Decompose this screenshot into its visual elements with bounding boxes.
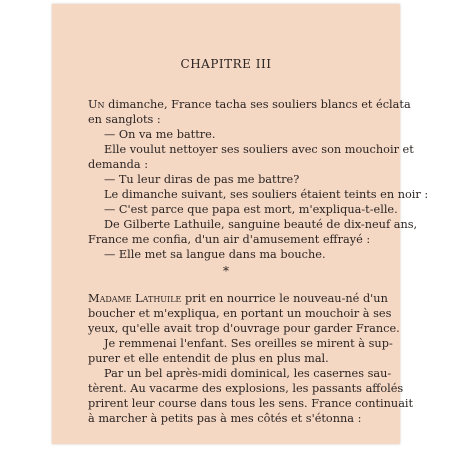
- text-line: De Gilberte Lathuile, sanguine beauté de dix-neuf ans,: [104, 218, 418, 231]
- section-separator: *: [223, 264, 229, 278]
- text-line: Le dimanche suivant, ses souliers étaient teints en noir :: [104, 188, 429, 201]
- text-line: [88, 98, 411, 111]
- text-line: — Tu leur diras de pas me battre?: [104, 173, 300, 186]
- text-line: boucher et m'expliqua, en portant un mouchoir à ses: [88, 307, 392, 320]
- text-line: Je remmenai l'enfant. Ses oreilles se mirent à sup-: [104, 337, 393, 350]
- text-line: prirent leur course dans tous les sens. France continuait: [88, 397, 414, 410]
- text-line: Elle voulut nettoyer ses souliers avec son mouchoir et: [104, 143, 414, 156]
- chapter-title: CHAPITRE III: [180, 57, 272, 71]
- text-line: — On va me battre.: [104, 128, 216, 141]
- text-line: demanda :: [88, 158, 149, 171]
- text-line: Par un bel après-midi dominical, les casernes sau-: [104, 367, 392, 380]
- text-line: — C'est parce que papa est mort, m'expliqua-t-elle.: [104, 203, 398, 216]
- text-line: en sanglots :: [88, 113, 161, 126]
- text-line: yeux, qu'elle avait trop d'ouvrage pour garder France.: [88, 322, 400, 335]
- text-line: France me confia, d'un air d'amusement effrayé :: [88, 233, 371, 246]
- text-line: — Elle met sa langue dans ma bouche.: [104, 248, 326, 261]
- text-line: tèrent. Au vacarme des explosions, les passants affolés: [88, 382, 404, 395]
- text-line: [88, 293, 406, 305]
- line-text: prit en nourrice le nouveau-né d'un: [181, 292, 388, 305]
- text-line: purer et elle entendit de plus en plus mal.: [88, 352, 329, 365]
- text-line: à marcher à petits pas à mes côtés et s'étonna :: [88, 412, 362, 425]
- drop-name: Madame Lathuile: [88, 292, 182, 305]
- drop-word: Un: [88, 98, 105, 111]
- line-text: dimanche, France tacha ses souliers blancs et éclata: [104, 98, 411, 111]
